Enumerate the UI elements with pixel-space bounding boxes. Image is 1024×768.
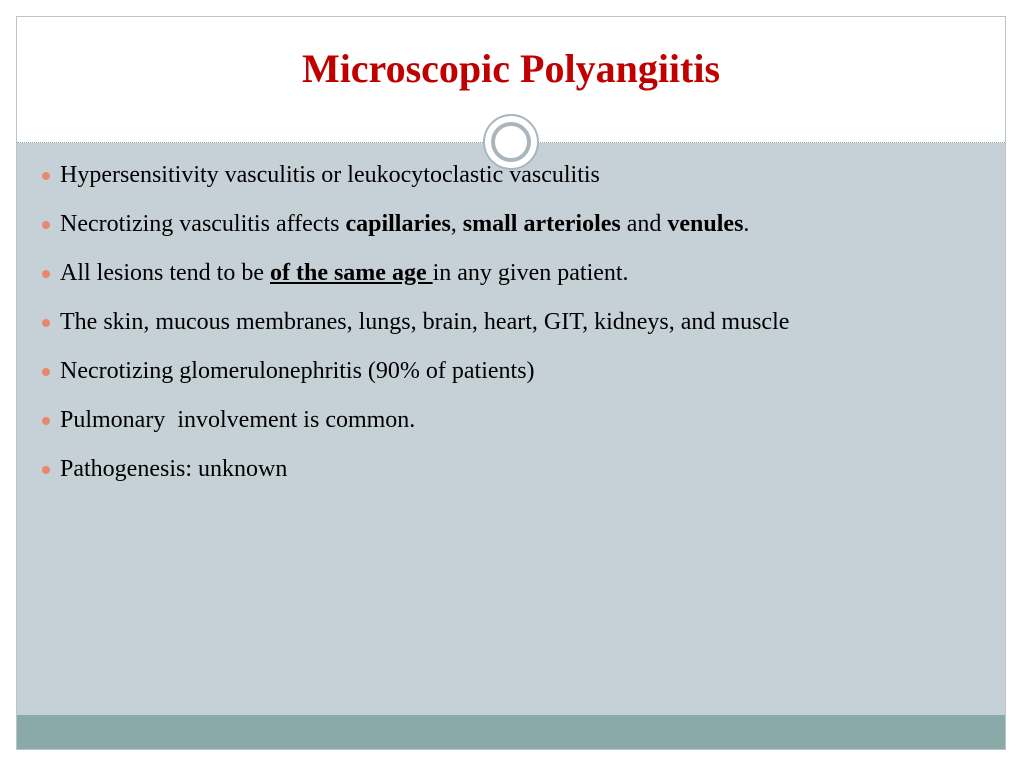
bold-term-capillaries: capillaries: [345, 211, 451, 237]
bullet-item: [42, 156, 942, 194]
bullet-text-part: All lesions tend to be: [60, 260, 270, 286]
bullet-text: [60, 211, 749, 237]
slide-title: Microscopic Polyangiitis: [301, 46, 721, 91]
bullet-list: [42, 156, 942, 499]
bullet-text: Necrotizing glomerulonephritis (90% of patients): [60, 358, 535, 384]
bullet-item: [42, 401, 942, 439]
bullet-text: The skin, mucous membranes, lungs, brain, heart, GIT, kidneys, and muscle: [60, 309, 790, 335]
underlined-phrase: of the same age: [269, 260, 433, 286]
bullet-dot-icon: [42, 417, 50, 425]
bullet-dot-icon: [42, 466, 50, 474]
footer-band: [17, 715, 1005, 749]
bullet-text-part: Necrotizing vasculitis affects: [60, 211, 346, 237]
bullet-item: [42, 205, 942, 243]
bullet-text: Pulmonary involvement is common.: [60, 407, 416, 433]
bullet-text: Hypersensitivity vasculitis or leukocytoclastic vasculitis: [60, 162, 600, 188]
bullet-text: Pathogenesis: unknown: [60, 456, 288, 482]
bold-term-small-arterioles: small arterioles: [462, 211, 621, 237]
bullet-text: [60, 260, 629, 286]
bullet-text-part: ,: [450, 211, 463, 237]
bullet-dot-icon: [42, 270, 50, 278]
bullet-item: [42, 254, 942, 292]
bullet-dot-icon: [42, 221, 50, 229]
bullet-item: [42, 303, 942, 341]
bullet-item: [42, 450, 942, 488]
bullet-dot-icon: [42, 368, 50, 376]
bullet-dot-icon: [42, 319, 50, 327]
bold-term-venules: venules: [667, 211, 744, 237]
bullet-text-part: in any given patient.: [432, 260, 629, 286]
bullet-text-part: and: [620, 211, 668, 237]
bullet-item: [42, 352, 942, 390]
bullet-text-part: .: [743, 211, 750, 237]
bullet-dot-icon: [42, 172, 50, 180]
